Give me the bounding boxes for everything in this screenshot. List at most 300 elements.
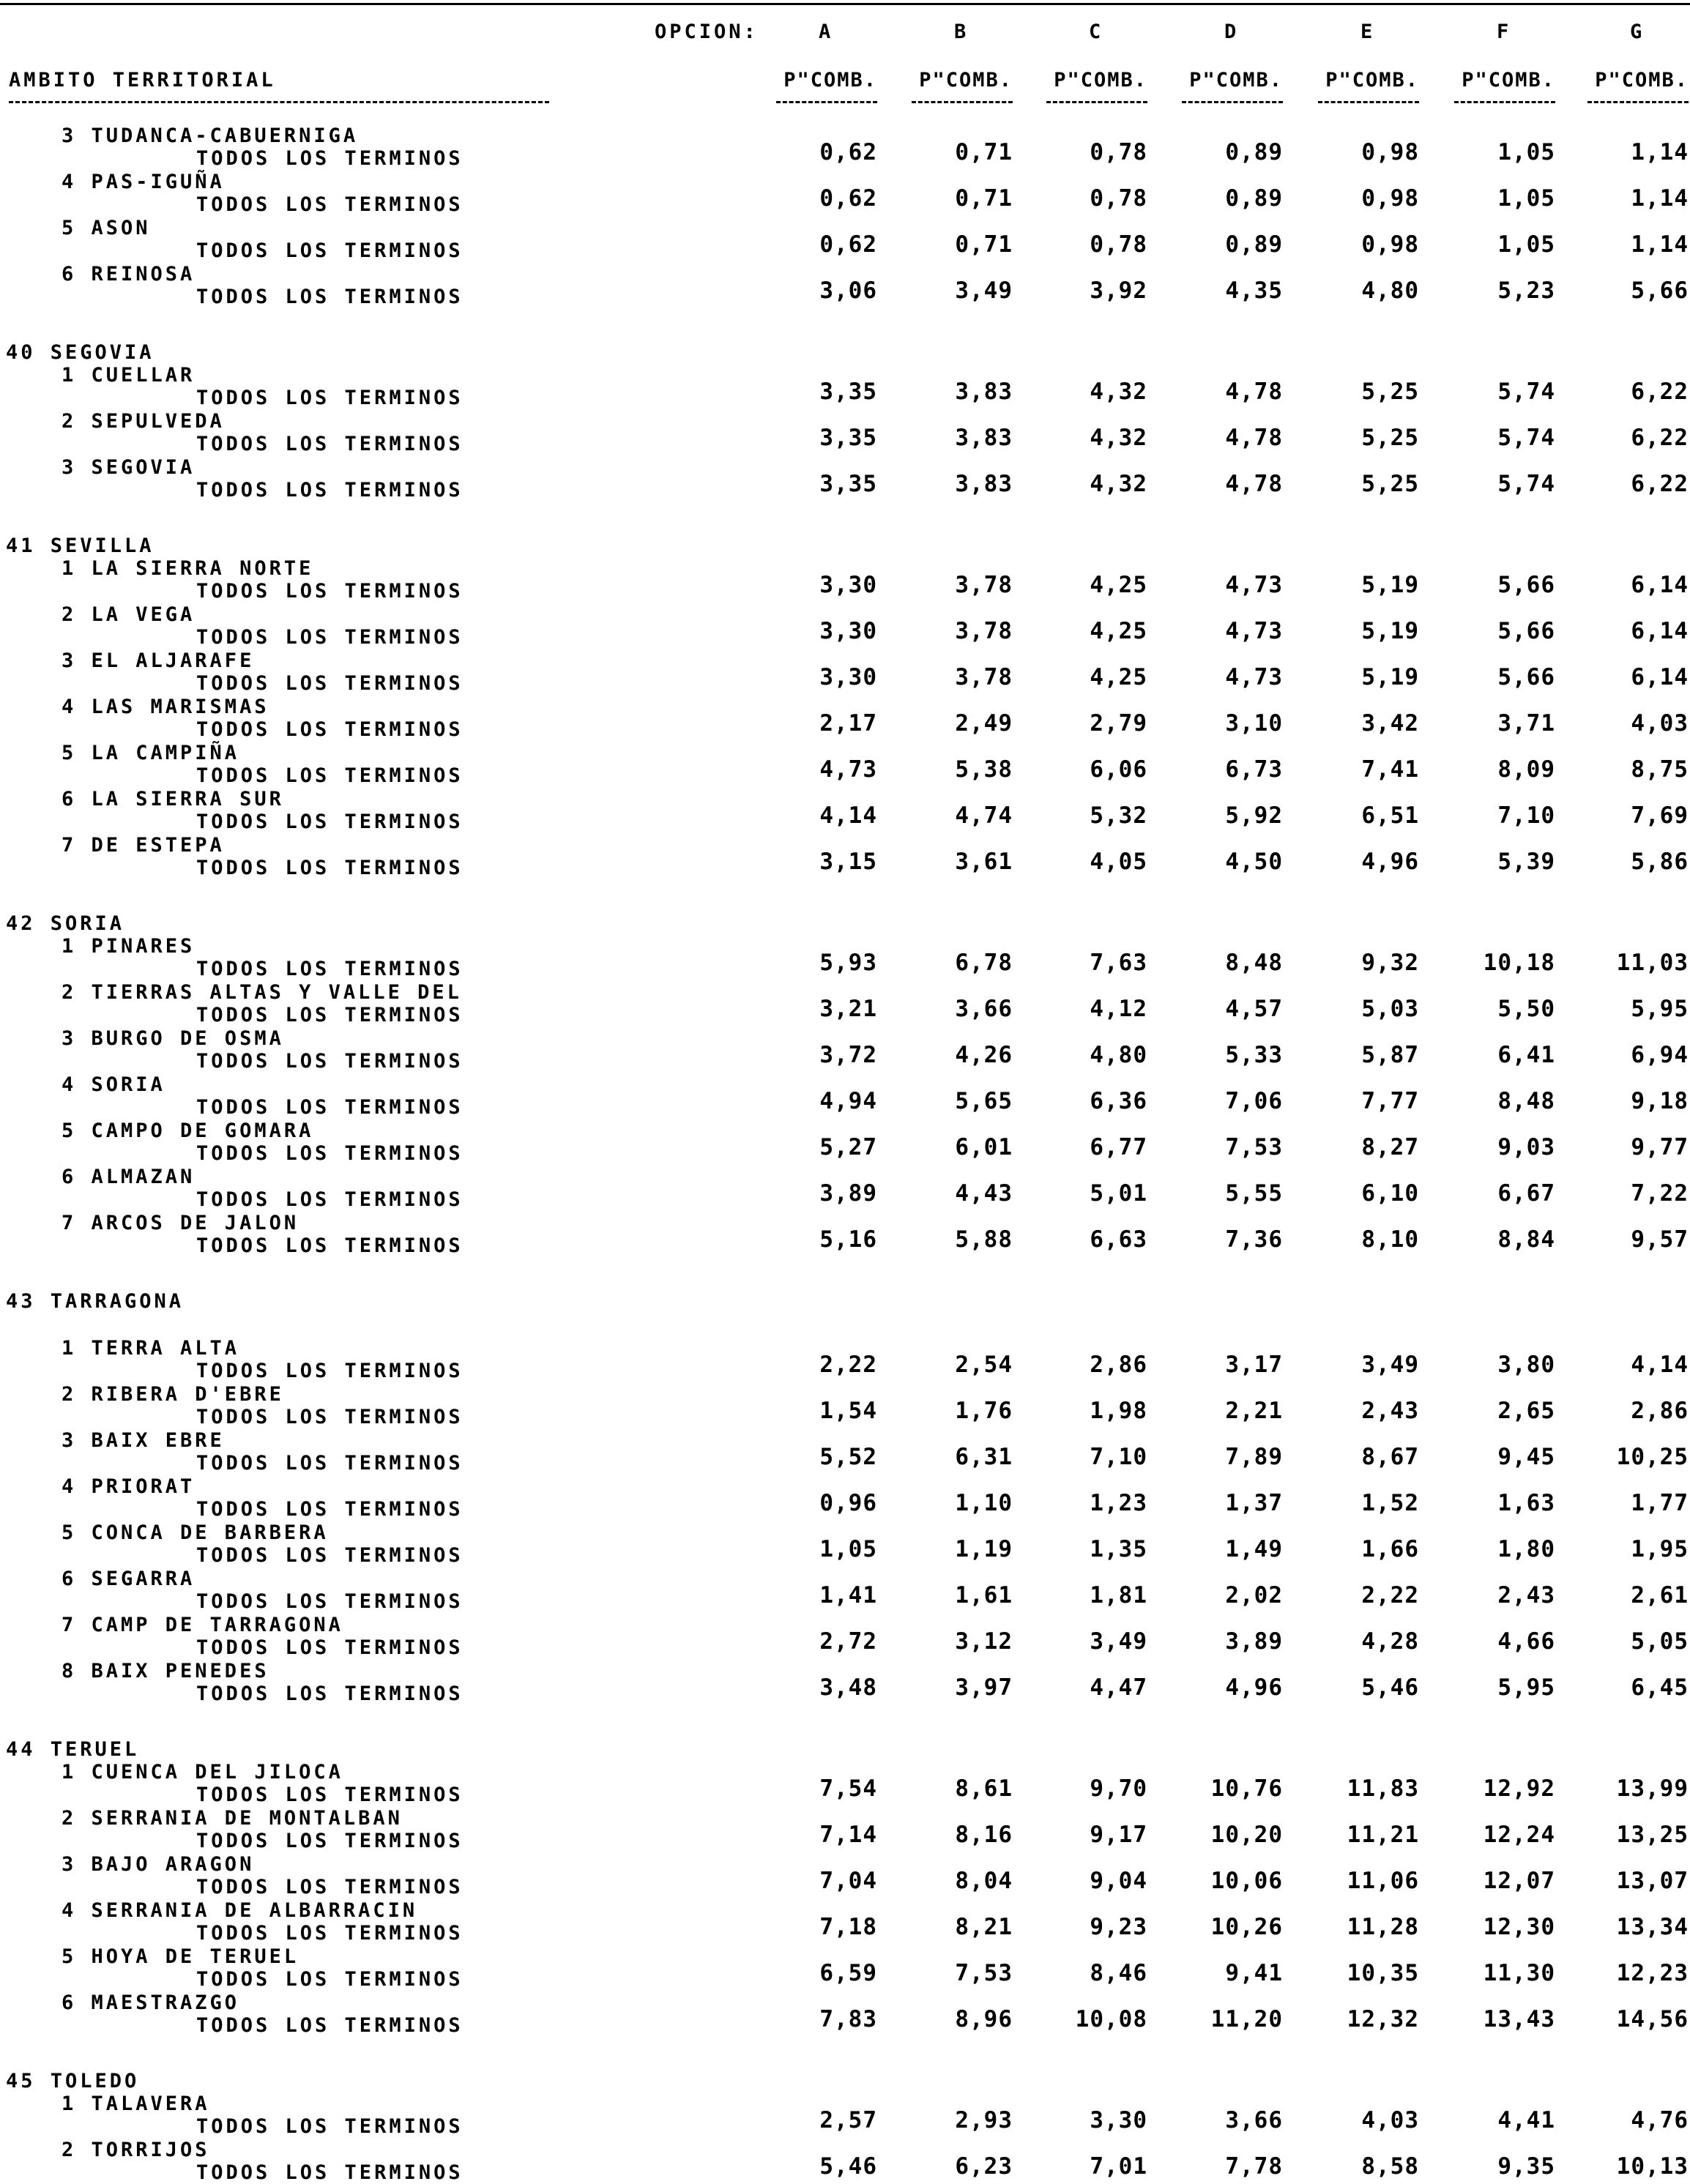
cell-value-b: 6,78: [955, 950, 1013, 976]
comarca-heading: 3 SEGOVIA: [62, 456, 196, 479]
cell-value-g: 1,14: [1631, 139, 1689, 165]
cell-value-c: 9,23: [1090, 1914, 1147, 1940]
row-label: TODOS LOS TERMINOS: [196, 958, 464, 980]
comarca-heading: 2 TIERRAS ALTAS Y VALLE DEL: [62, 981, 462, 1004]
cell-value-b: 3,12: [955, 1628, 1013, 1655]
cell-value-e: 5,25: [1361, 425, 1419, 451]
cell-value-a: 4,14: [819, 802, 877, 829]
cell-value-b: 3,61: [955, 849, 1013, 875]
cell-value-f: 12,92: [1483, 1775, 1555, 1802]
cell-value-a: 3,48: [819, 1674, 877, 1701]
cell-value-e: 3,49: [1361, 1352, 1419, 1378]
row-label: TODOS LOS TERMINOS: [196, 1922, 464, 1945]
comarca-heading: 4 PAS-IGUÑA: [62, 171, 225, 193]
comarca-heading: 3 EL ALJARAFE: [62, 649, 255, 672]
cell-value-f: 4,66: [1497, 1628, 1555, 1655]
cell-value-e: 5,87: [1361, 1042, 1419, 1068]
cell-value-g: 2,61: [1631, 1582, 1689, 1609]
comarca-heading: 6 SEGARRA: [62, 1568, 196, 1590]
comarca-heading: 5 LA CAMPIÑA: [62, 742, 240, 764]
row-label: TODOS LOS TERMINOS: [196, 433, 464, 455]
cell-value-a: 5,52: [819, 1444, 877, 1470]
comarca-heading: 3 BAIX EBRE: [62, 1429, 225, 1452]
cell-value-c: 5,32: [1090, 802, 1147, 829]
cell-value-d: 4,78: [1225, 379, 1283, 405]
comarca-heading: 2 LA VEGA: [62, 603, 196, 626]
cell-value-d: 3,66: [1225, 2107, 1283, 2133]
row-label: TODOS LOS TERMINOS: [196, 1050, 464, 1073]
province-heading: 40 SEGOVIA: [6, 341, 155, 364]
row-label: TODOS LOS TERMINOS: [196, 718, 464, 741]
cell-value-c: 1,23: [1090, 1490, 1147, 1516]
cell-value-c: 4,12: [1090, 996, 1147, 1022]
cell-value-e: 6,51: [1361, 802, 1419, 829]
cell-value-e: 12,32: [1347, 2006, 1419, 2032]
cell-value-f: 4,41: [1497, 2107, 1555, 2133]
cell-value-g: 10,13: [1616, 2153, 1689, 2180]
cell-value-g: 5,05: [1631, 1628, 1689, 1655]
cell-value-e: 4,28: [1361, 1628, 1419, 1655]
cell-value-f: 1,05: [1497, 139, 1555, 165]
cell-value-c: 10,08: [1075, 2006, 1147, 2032]
column-label-b: P"COMB.: [919, 69, 1013, 92]
cell-value-f: 5,50: [1497, 996, 1555, 1022]
cell-value-b: 8,96: [955, 2006, 1013, 2032]
cell-value-b: 3,66: [955, 996, 1013, 1022]
row-label: TODOS LOS TERMINOS: [196, 387, 464, 409]
cell-value-d: 4,78: [1225, 425, 1283, 451]
cell-value-g: 5,95: [1631, 996, 1689, 1022]
cell-value-f: 10,18: [1483, 950, 1555, 976]
cell-value-d: 0,89: [1225, 185, 1283, 212]
option-letter-f: F: [1497, 21, 1512, 43]
cell-value-c: 3,30: [1090, 2107, 1147, 2133]
cell-value-g: 6,14: [1631, 618, 1689, 644]
cell-value-c: 4,25: [1090, 664, 1147, 690]
cell-value-g: 13,07: [1616, 1868, 1689, 1894]
comarca-heading: 6 MAESTRAZGO: [62, 1991, 240, 2014]
row-label: TODOS LOS TERMINOS: [196, 2014, 464, 2037]
cell-value-f: 9,03: [1497, 1134, 1555, 1160]
cell-value-d: 4,50: [1225, 849, 1283, 875]
cell-value-f: 6,67: [1497, 1180, 1555, 1207]
cell-value-d: 3,89: [1225, 1628, 1283, 1655]
cell-value-d: 4,96: [1225, 1674, 1283, 1701]
cell-value-b: 0,71: [955, 139, 1013, 165]
cell-value-f: 12,24: [1483, 1822, 1555, 1848]
cell-value-f: 3,71: [1497, 710, 1555, 737]
cell-value-e: 2,43: [1361, 1398, 1419, 1424]
cell-value-d: 0,89: [1225, 231, 1283, 258]
cell-value-e: 10,35: [1347, 1960, 1419, 1986]
cell-value-e: 4,03: [1361, 2107, 1419, 2133]
cell-value-a: 5,16: [819, 1226, 877, 1253]
cell-value-b: 2,49: [955, 710, 1013, 737]
cell-value-d: 0,89: [1225, 139, 1283, 165]
cell-value-a: 3,89: [819, 1180, 877, 1207]
cell-value-d: 4,57: [1225, 996, 1283, 1022]
cell-value-b: 6,23: [955, 2153, 1013, 2180]
cell-value-f: 6,41: [1497, 1042, 1555, 1068]
row-label: TODOS LOS TERMINOS: [196, 1636, 464, 1659]
cell-value-e: 3,42: [1361, 710, 1419, 737]
cell-value-d: 5,33: [1225, 1042, 1283, 1068]
cell-value-a: 3,21: [819, 996, 877, 1022]
cell-value-g: 5,66: [1631, 277, 1689, 304]
cell-value-d: 7,78: [1225, 2153, 1283, 2180]
row-label: TODOS LOS TERMINOS: [196, 1968, 464, 1991]
cell-value-a: 3,15: [819, 849, 877, 875]
cell-value-b: 1,61: [955, 1582, 1013, 1609]
cell-value-f: 2,65: [1497, 1398, 1555, 1424]
column-label-e: P"COMB.: [1325, 69, 1419, 92]
cell-value-e: 2,22: [1361, 1582, 1419, 1609]
cell-value-c: 1,98: [1090, 1398, 1147, 1424]
cell-value-f: 5,66: [1497, 664, 1555, 690]
cell-value-e: 1,52: [1361, 1490, 1419, 1516]
cell-value-g: 13,34: [1616, 1914, 1689, 1940]
cell-value-b: 3,49: [955, 277, 1013, 304]
row-label: TODOS LOS TERMINOS: [196, 857, 464, 879]
column-underline: [912, 101, 1013, 103]
cell-value-g: 6,22: [1631, 471, 1689, 497]
cell-value-a: 3,35: [819, 471, 877, 497]
cell-value-e: 0,98: [1361, 185, 1419, 212]
cell-value-b: 8,61: [955, 1775, 1013, 1802]
cell-value-f: 5,74: [1497, 379, 1555, 405]
column-label-c: P"COMB.: [1054, 69, 1147, 92]
cell-value-a: 3,35: [819, 425, 877, 451]
row-label: TODOS LOS TERMINOS: [196, 1876, 464, 1898]
cell-value-d: 1,37: [1225, 1490, 1283, 1516]
cell-value-c: 7,63: [1090, 950, 1147, 976]
cell-value-b: 5,88: [955, 1226, 1013, 1253]
cell-value-d: 4,73: [1225, 572, 1283, 598]
comarca-heading: 1 TALAVERA: [62, 2092, 210, 2115]
cell-value-f: 2,43: [1497, 1582, 1555, 1609]
cell-value-f: 5,23: [1497, 277, 1555, 304]
cell-value-b: 4,26: [955, 1042, 1013, 1068]
cell-value-a: 0,62: [819, 231, 877, 258]
row-label: TODOS LOS TERMINOS: [196, 1188, 464, 1211]
cell-value-c: 6,63: [1090, 1226, 1147, 1253]
row-label: TODOS LOS TERMINOS: [196, 1498, 464, 1521]
opcion-label: OPCION:: [655, 21, 759, 43]
cell-value-b: 3,83: [955, 425, 1013, 451]
comarca-heading: 3 BURGO DE OSMA: [62, 1027, 284, 1050]
cell-value-g: 7,22: [1631, 1180, 1689, 1207]
cell-value-f: 11,30: [1483, 1960, 1555, 1986]
cell-value-e: 7,41: [1361, 756, 1419, 783]
cell-value-c: 9,17: [1090, 1822, 1147, 1848]
cell-value-g: 1,14: [1631, 185, 1689, 212]
comarca-heading: 7 CAMP DE TARRAGONA: [62, 1614, 343, 1636]
cell-value-f: 5,66: [1497, 618, 1555, 644]
cell-value-e: 4,96: [1361, 849, 1419, 875]
cell-value-f: 5,39: [1497, 849, 1555, 875]
cell-value-d: 3,10: [1225, 710, 1283, 737]
cell-value-a: 7,14: [819, 1822, 877, 1848]
cell-value-b: 3,78: [955, 618, 1013, 644]
cell-value-g: 13,25: [1616, 1822, 1689, 1848]
province-heading: 43 TARRAGONA: [6, 1290, 185, 1313]
cell-value-e: 9,32: [1361, 950, 1419, 976]
cell-value-b: 6,01: [955, 1134, 1013, 1160]
cell-value-d: 1,49: [1225, 1536, 1283, 1562]
cell-value-d: 3,17: [1225, 1352, 1283, 1378]
comarca-heading: 3 BAJO ARAGON: [62, 1853, 255, 1876]
cell-value-f: 5,74: [1497, 471, 1555, 497]
cell-value-a: 0,96: [819, 1490, 877, 1516]
cell-value-b: 2,93: [955, 2107, 1013, 2133]
cell-value-e: 0,98: [1361, 231, 1419, 258]
comarca-heading: 5 ASON: [62, 217, 151, 239]
row-label: TODOS LOS TERMINOS: [196, 672, 464, 695]
row-label: TODOS LOS TERMINOS: [196, 147, 464, 170]
cell-value-g: 12,23: [1616, 1960, 1689, 1986]
cell-value-d: 4,73: [1225, 618, 1283, 644]
comarca-heading: 7 DE ESTEPA: [62, 834, 225, 857]
cell-value-c: 3,49: [1090, 1628, 1147, 1655]
cell-value-f: 8,84: [1497, 1226, 1555, 1253]
cell-value-b: 8,21: [955, 1914, 1013, 1940]
cell-value-g: 1,77: [1631, 1490, 1689, 1516]
cell-value-e: 11,28: [1347, 1914, 1419, 1940]
cell-value-d: 5,92: [1225, 802, 1283, 829]
column-underline: [1587, 101, 1689, 103]
cell-value-g: 1,14: [1631, 231, 1689, 258]
cell-value-d: 5,55: [1225, 1180, 1283, 1207]
row-label: TODOS LOS TERMINOS: [196, 626, 464, 649]
cell-value-b: 3,78: [955, 664, 1013, 690]
comarca-heading: 4 SERRANIA DE ALBARRACIN: [62, 1899, 418, 1922]
row-label: TODOS LOS TERMINOS: [196, 1452, 464, 1475]
cell-value-f: 9,35: [1497, 2153, 1555, 2180]
cell-value-c: 2,86: [1090, 1352, 1147, 1378]
cell-value-f: 7,10: [1497, 802, 1555, 829]
column-label-f: P"COMB.: [1462, 69, 1555, 92]
cell-value-a: 0,62: [819, 139, 877, 165]
row-label: TODOS LOS TERMINOS: [196, 479, 464, 502]
column-underline: [776, 101, 877, 103]
cell-value-c: 9,70: [1090, 1775, 1147, 1802]
cell-value-f: 8,09: [1497, 756, 1555, 783]
row-label: TODOS LOS TERMINOS: [196, 286, 464, 308]
cell-value-c: 6,36: [1090, 1088, 1147, 1114]
comarca-heading: 1 CUENCA DEL JILOCA: [62, 1761, 343, 1784]
cell-value-b: 1,10: [955, 1490, 1013, 1516]
cell-value-g: 9,18: [1631, 1088, 1689, 1114]
province-heading: 45 TOLEDO: [6, 2070, 140, 2092]
cell-value-g: 13,99: [1616, 1775, 1689, 1802]
cell-value-g: 4,76: [1631, 2107, 1689, 2133]
comarca-heading: 8 BAIX PENEDES: [62, 1660, 269, 1682]
comarca-heading: 4 LAS MARISMAS: [62, 696, 269, 718]
cell-value-c: 2,79: [1090, 710, 1147, 737]
cell-value-a: 3,30: [819, 664, 877, 690]
row-label: TODOS LOS TERMINOS: [196, 2161, 464, 2184]
cell-value-e: 5,25: [1361, 379, 1419, 405]
cell-value-d: 4,73: [1225, 664, 1283, 690]
cell-value-c: 4,25: [1090, 572, 1147, 598]
cell-value-b: 3,97: [955, 1674, 1013, 1701]
cell-value-d: 10,26: [1210, 1914, 1283, 1940]
province-heading: 44 TERUEL: [6, 1738, 140, 1761]
cell-value-a: 3,35: [819, 379, 877, 405]
comarca-heading: 1 TERRA ALTA: [62, 1337, 240, 1360]
cell-value-c: 6,77: [1090, 1134, 1147, 1160]
cell-value-e: 11,21: [1347, 1822, 1419, 1848]
comarca-heading: 5 HOYA DE TERUEL: [62, 1945, 299, 1968]
row-label: TODOS LOS TERMINOS: [196, 1360, 464, 1382]
comarca-heading: 3 TUDANCA-CABUERNIGA: [62, 124, 359, 147]
cell-value-a: 0,62: [819, 185, 877, 212]
cell-value-c: 0,78: [1090, 231, 1147, 258]
cell-value-b: 5,38: [955, 756, 1013, 783]
cell-value-d: 7,06: [1225, 1088, 1283, 1114]
row-label: TODOS LOS TERMINOS: [196, 1682, 464, 1705]
cell-value-g: 2,86: [1631, 1398, 1689, 1424]
option-letter-g: G: [1630, 21, 1645, 43]
comarca-heading: 5 CAMPO DE GOMARA: [62, 1119, 314, 1142]
cell-value-g: 10,25: [1616, 1444, 1689, 1470]
row-label: TODOS LOS TERMINOS: [196, 239, 464, 262]
cell-value-b: 8,16: [955, 1822, 1013, 1848]
cell-value-g: 6,14: [1631, 572, 1689, 598]
cell-value-f: 1,05: [1497, 231, 1555, 258]
cell-value-e: 8,27: [1361, 1134, 1419, 1160]
cell-value-c: 8,46: [1090, 1960, 1147, 1986]
row-label: TODOS LOS TERMINOS: [196, 1406, 464, 1428]
cell-value-c: 7,01: [1090, 2153, 1147, 2180]
cell-value-b: 0,71: [955, 185, 1013, 212]
comarca-heading: 6 ALMAZAN: [62, 1166, 196, 1188]
row-label: TODOS LOS TERMINOS: [196, 1784, 464, 1806]
cell-value-c: 4,80: [1090, 1042, 1147, 1068]
province-heading: 42 SORIA: [6, 912, 125, 935]
column-underline: [1046, 101, 1147, 103]
cell-value-d: 4,78: [1225, 471, 1283, 497]
cell-value-c: 3,92: [1090, 277, 1147, 304]
cell-value-c: 4,32: [1090, 379, 1147, 405]
cell-value-d: 6,73: [1225, 756, 1283, 783]
cell-value-c: 7,10: [1090, 1444, 1147, 1470]
cell-value-a: 2,22: [819, 1352, 877, 1378]
cell-value-b: 1,19: [955, 1536, 1013, 1562]
cell-value-g: 9,57: [1631, 1226, 1689, 1253]
cell-value-d: 10,76: [1210, 1775, 1283, 1802]
comarca-heading: 2 TORRIJOS: [62, 2139, 210, 2161]
row-label: TODOS LOS TERMINOS: [196, 1004, 464, 1026]
cell-value-e: 1,66: [1361, 1536, 1419, 1562]
cell-value-e: 8,10: [1361, 1226, 1419, 1253]
comarca-heading: 7 ARCOS DE JALON: [62, 1212, 299, 1234]
cell-value-a: 1,41: [819, 1582, 877, 1609]
cell-value-b: 4,43: [955, 1180, 1013, 1207]
cell-value-b: 3,83: [955, 379, 1013, 405]
cell-value-g: 5,86: [1631, 849, 1689, 875]
cell-value-a: 2,57: [819, 2107, 877, 2133]
cell-value-e: 5,46: [1361, 1674, 1419, 1701]
cell-value-a: 5,93: [819, 950, 877, 976]
cell-value-a: 7,83: [819, 2006, 877, 2032]
cell-value-g: 4,03: [1631, 710, 1689, 737]
province-heading: 41 SEVILLA: [6, 534, 155, 557]
cell-value-e: 4,80: [1361, 277, 1419, 304]
cell-value-d: 8,48: [1225, 950, 1283, 976]
cell-value-b: 3,78: [955, 572, 1013, 598]
cell-value-b: 3,83: [955, 471, 1013, 497]
cell-value-e: 5,19: [1361, 664, 1419, 690]
cell-value-b: 4,74: [955, 802, 1013, 829]
ambito-dashed-rule: [9, 101, 549, 103]
cell-value-e: 11,06: [1347, 1868, 1419, 1894]
cell-value-e: 5,25: [1361, 471, 1419, 497]
cell-value-a: 6,59: [819, 1960, 877, 1986]
cell-value-f: 5,74: [1497, 425, 1555, 451]
row-label: TODOS LOS TERMINOS: [196, 1544, 464, 1567]
cell-value-d: 2,02: [1225, 1582, 1283, 1609]
cell-value-c: 5,01: [1090, 1180, 1147, 1207]
cell-value-a: 3,30: [819, 572, 877, 598]
column-underline: [1318, 101, 1419, 103]
cell-value-f: 3,80: [1497, 1352, 1555, 1378]
cell-value-f: 5,66: [1497, 572, 1555, 598]
cell-value-f: 12,07: [1483, 1868, 1555, 1894]
option-letter-a: A: [819, 21, 834, 43]
cell-value-a: 1,05: [819, 1536, 877, 1562]
row-label: TODOS LOS TERMINOS: [196, 2115, 464, 2138]
comarca-heading: 6 LA SIERRA SUR: [62, 788, 284, 810]
cell-value-d: 10,06: [1210, 1868, 1283, 1894]
cell-value-c: 4,05: [1090, 849, 1147, 875]
cell-value-d: 2,21: [1225, 1398, 1283, 1424]
cell-value-f: 1,05: [1497, 185, 1555, 212]
cell-value-e: 0,98: [1361, 139, 1419, 165]
cell-value-e: 7,77: [1361, 1088, 1419, 1114]
cell-value-d: 11,20: [1210, 2006, 1283, 2032]
row-label: TODOS LOS TERMINOS: [196, 810, 464, 833]
row-label: TODOS LOS TERMINOS: [196, 193, 464, 216]
option-letter-b: B: [954, 21, 969, 43]
column-label-a: P"COMB.: [783, 69, 877, 92]
cell-value-d: 7,36: [1225, 1226, 1283, 1253]
cell-value-e: 11,83: [1347, 1775, 1419, 1802]
cell-value-g: 9,77: [1631, 1134, 1689, 1160]
cell-value-a: 5,27: [819, 1134, 877, 1160]
comarca-heading: 2 SERRANIA DE MONTALBAN: [62, 1807, 403, 1830]
column-underline: [1182, 101, 1283, 103]
cell-value-e: 5,19: [1361, 618, 1419, 644]
row-label: TODOS LOS TERMINOS: [196, 580, 464, 603]
cell-value-g: 7,69: [1631, 802, 1689, 829]
comarca-heading: 5 CONCA DE BARBERA: [62, 1521, 329, 1544]
cell-value-d: 9,41: [1225, 1960, 1283, 1986]
cell-value-a: 3,06: [819, 277, 877, 304]
cell-value-g: 6,94: [1631, 1042, 1689, 1068]
cell-value-c: 4,25: [1090, 618, 1147, 644]
cell-value-c: 4,32: [1090, 471, 1147, 497]
comarca-heading: 1 CUELLAR: [62, 364, 196, 387]
comarca-heading: 6 REINOSA: [62, 263, 196, 286]
cell-value-e: 8,67: [1361, 1444, 1419, 1470]
column-label-g: P"COMB.: [1595, 69, 1689, 92]
cell-value-g: 1,95: [1631, 1536, 1689, 1562]
cell-value-a: 7,54: [819, 1775, 877, 1802]
comarca-heading: 4 PRIORAT: [62, 1475, 196, 1498]
comarca-heading: 1 PINARES: [62, 935, 196, 958]
cell-value-f: 1,80: [1497, 1536, 1555, 1562]
